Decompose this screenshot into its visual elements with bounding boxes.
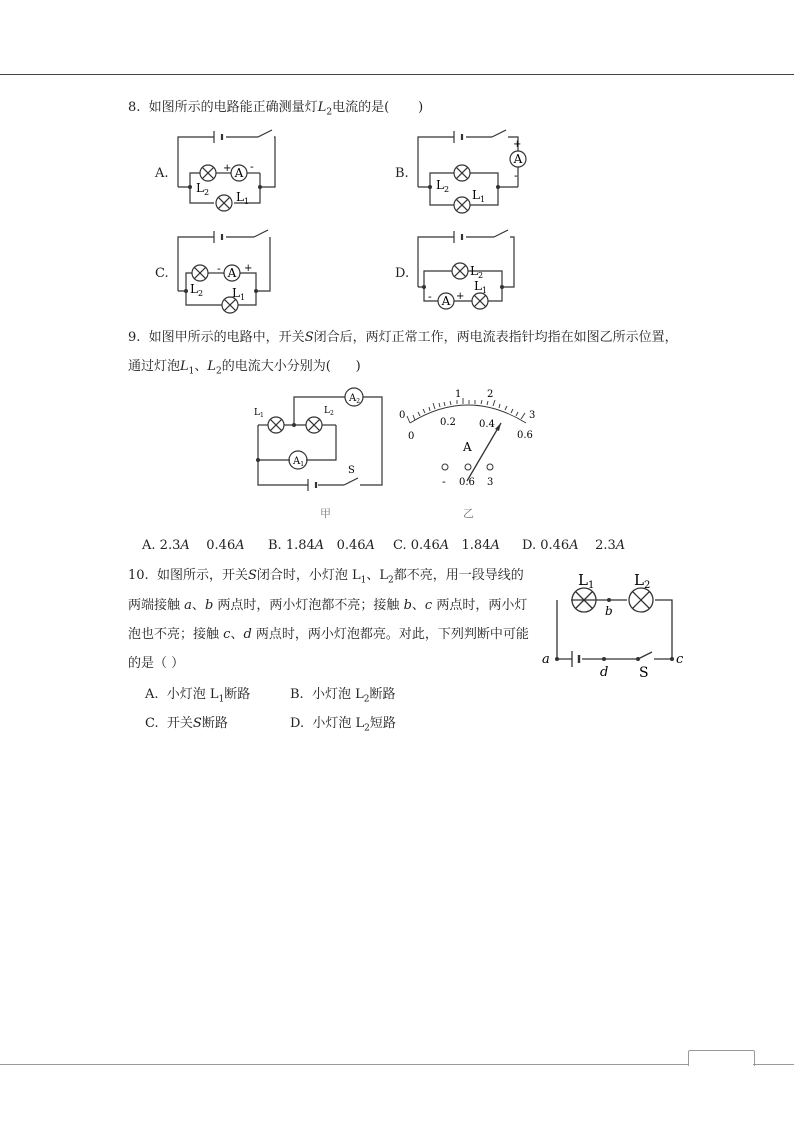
meter-letter: A: [463, 440, 472, 454]
q8-stem: 8. 如图所示的电路能正确测量灯$L_2$电流的是( ): [128, 100, 424, 118]
inner-tick: 0.4: [479, 419, 495, 430]
bulb-l2-label: $L_2$: [470, 264, 484, 280]
bulb-l2-label: $L_2$: [196, 181, 210, 197]
switch-label: S: [348, 465, 355, 476]
plus-sign: +: [456, 291, 465, 302]
footer-rule: [0, 1064, 688, 1065]
footer-rule-right: [753, 1064, 794, 1065]
q8-number: 8.: [128, 100, 141, 115]
figure-caption: 甲: [320, 507, 331, 520]
q10-stem-line2: 两端接触 a、b 两点时，两小灯泡都不亮；接触 b、c 两点时，两小灯: [128, 598, 528, 613]
q9-option-d: D. 0.46A 2.3A: [522, 538, 626, 553]
point-a-label: a: [542, 652, 550, 667]
q9-stem-line1: 9. 如图甲所示的电路中，开关S闭合后，两灯正常工作，两电流表指针均指在如图乙所示位置，: [128, 330, 678, 345]
minus-sign: -: [217, 262, 221, 275]
inner-tick: 0.6: [517, 430, 533, 441]
bulb-l2-label: $L_2$: [634, 571, 651, 591]
outer-tick: 0: [399, 410, 406, 421]
ammeter-label: A: [441, 294, 451, 308]
terminal-0-6: 0.6: [459, 477, 475, 488]
ammeter-a1-label: $A_1$: [293, 456, 305, 468]
q10-option-b: B. 小灯泡 $L_2$断路: [290, 687, 396, 705]
q8-option-c-letter: C.: [155, 266, 169, 281]
bulb-l1-label: $L_1$: [236, 190, 250, 206]
plus-sign: +: [244, 263, 253, 274]
q8-option-d-letter: D.: [395, 266, 410, 281]
q9-option-a: A. 2.3A 0.46A: [142, 538, 245, 553]
plus-sign: +: [513, 139, 522, 150]
q9-option-b: B. 1.84A 0.46A: [268, 538, 375, 553]
q9-option-c: C. 0.46A 1.84A: [393, 538, 500, 553]
q10-option-c: C. 开关S断路: [145, 716, 228, 731]
plus-sign: +: [223, 163, 232, 174]
bulb-l1-label: $L_1$: [254, 408, 264, 419]
outer-tick: 1: [455, 389, 462, 400]
q10-stem-line4: 的是（ ）: [128, 656, 185, 671]
q8-circuit-a: [170, 125, 290, 220]
outer-tick: 2: [487, 389, 494, 400]
bulb-l1-label: $L_1$: [578, 571, 595, 591]
minus-sign: -: [428, 290, 432, 303]
figure-caption: 乙: [463, 507, 474, 520]
q10-stem-line3: 泡也不亮；接触 c、d 两点时，两小灯泡都亮。对此，下列判断中可能: [128, 627, 529, 642]
bulb-l1-label: $L_1$: [232, 286, 246, 302]
bulb-l2-label: $L_2$: [324, 406, 334, 417]
q8-option-a-letter: A.: [155, 166, 169, 181]
header-rule: [0, 74, 794, 75]
minus-sign: -: [514, 169, 518, 182]
point-b-label: b: [605, 604, 613, 618]
q8-circuit-c: [170, 225, 290, 320]
ammeter-label: A: [227, 266, 237, 280]
bulb-l2-label: $L_2$: [190, 282, 204, 298]
q9-number: 9.: [128, 330, 141, 345]
q8-circuit-d: [410, 225, 530, 320]
q9-figure-jia: [248, 385, 398, 525]
bulb-l1-label: $L_1$: [472, 188, 486, 204]
ammeter-label: A: [513, 152, 523, 166]
q8-option-b-letter: B.: [395, 166, 409, 181]
q10-option-d: D. 小灯泡 $L_2$短路: [290, 716, 396, 734]
inner-tick: 0: [408, 431, 415, 442]
switch-label: S: [639, 665, 649, 681]
point-d-label: d: [600, 665, 609, 680]
point-c-label: c: [676, 652, 684, 667]
minus-sign: -: [250, 160, 254, 173]
inner-tick: 0.2: [440, 417, 456, 428]
bulb-l1-label: $L_1$: [474, 279, 488, 295]
terminal-minus: -: [442, 475, 446, 488]
q10-number: 10.: [128, 568, 149, 583]
ammeter-a2-label: $A_2$: [349, 393, 361, 405]
q9-figure-yi: [395, 385, 545, 525]
bulb-l2-label: $L_2$: [436, 178, 450, 194]
q9-stem-line2: 通过灯泡$L_1$、$L_2$的电流大小分别为( ): [128, 359, 361, 377]
terminal-3: 3: [487, 477, 494, 488]
outer-tick: 3: [529, 410, 536, 421]
ammeter-label: A: [234, 166, 244, 180]
q10-option-a: A. 小灯泡 $L_1$断路: [145, 687, 251, 705]
footer-page-tab: [688, 1050, 755, 1066]
q10-stem-line1: 10. 如图所示，开关S闭合时，小灯泡 $L_1$、$L_2$都不亮，用一段导线的: [128, 568, 524, 586]
q8-circuit-b: [410, 125, 530, 220]
q10-circuit: [538, 565, 688, 680]
